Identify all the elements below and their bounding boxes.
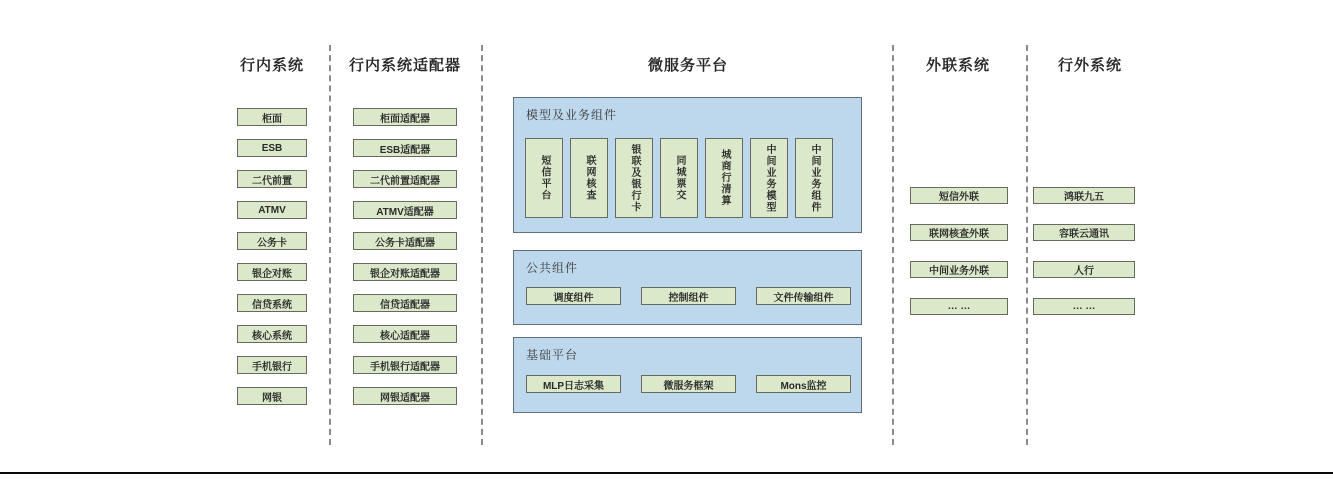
common-component-box: 调度组件 bbox=[526, 287, 621, 305]
external-systems-column bbox=[1033, 187, 1135, 315]
external-box: 人行 bbox=[1033, 261, 1135, 278]
adapter-box: 信贷适配器 bbox=[353, 294, 457, 312]
column-header-platform: 微服务平台 bbox=[647, 57, 728, 74]
column-divider bbox=[892, 45, 894, 445]
panel-title: 基础平台 bbox=[526, 348, 579, 362]
adapter-box: 银企对账适配器 bbox=[353, 263, 457, 281]
internal-system-box: 二代前置 bbox=[237, 170, 307, 188]
column-divider bbox=[481, 45, 483, 445]
common-component-box: 文件传输组件 bbox=[756, 287, 851, 305]
model-component-box: 短信平台 bbox=[525, 138, 563, 218]
internal-system-box: ESB bbox=[237, 139, 307, 157]
outbound-box: … … bbox=[910, 298, 1008, 315]
adapter-box: ATMV适配器 bbox=[353, 201, 457, 219]
adapter-box: ESB适配器 bbox=[353, 139, 457, 157]
panel-common-components bbox=[513, 250, 862, 325]
internal-system-box: 柜面 bbox=[237, 108, 307, 126]
model-component-box: 城商行清算 bbox=[705, 138, 743, 218]
bottom-rule bbox=[0, 472, 1333, 474]
outbound-box: 联网核查外联 bbox=[910, 224, 1008, 241]
internal-system-box: 银企对账 bbox=[237, 263, 307, 281]
model-component-box: 联网核查 bbox=[570, 138, 608, 218]
model-components-row bbox=[525, 138, 833, 218]
panel-title: 模型及业务组件 bbox=[526, 108, 618, 122]
panel-title: 公共组件 bbox=[526, 261, 579, 275]
adapter-box: 公务卡适配器 bbox=[353, 232, 457, 250]
panel-base-platform bbox=[513, 337, 862, 413]
model-component-box: 银联及银行卡 bbox=[615, 138, 653, 218]
base-component-box: MLP日志采集 bbox=[526, 375, 621, 393]
internal-system-box: 手机银行 bbox=[237, 356, 307, 374]
adapters-column bbox=[353, 108, 457, 405]
external-box: … … bbox=[1033, 298, 1135, 315]
model-component-box: 中间业务组件 bbox=[795, 138, 833, 218]
internal-system-box: 信贷系统 bbox=[237, 294, 307, 312]
internal-system-box: ATMV bbox=[237, 201, 307, 219]
outbound-systems-column bbox=[910, 187, 1008, 315]
column-divider bbox=[329, 45, 331, 445]
adapter-box: 网银适配器 bbox=[353, 387, 457, 405]
external-box: 鸿联九五 bbox=[1033, 187, 1135, 204]
column-header-adapters: 行内系统适配器 bbox=[348, 57, 461, 74]
column-divider bbox=[1026, 45, 1028, 445]
model-component-box: 中间业务模型 bbox=[750, 138, 788, 218]
outbound-box: 中间业务外联 bbox=[910, 261, 1008, 278]
column-header-external: 行外系统 bbox=[1057, 57, 1122, 74]
model-component-box: 同城票交 bbox=[660, 138, 698, 218]
adapter-box: 二代前置适配器 bbox=[353, 170, 457, 188]
adapter-box: 柜面适配器 bbox=[353, 108, 457, 126]
common-component-box: 控制组件 bbox=[641, 287, 736, 305]
adapter-box: 手机银行适配器 bbox=[353, 356, 457, 374]
common-components-row bbox=[526, 287, 851, 305]
adapter-box: 核心适配器 bbox=[353, 325, 457, 343]
internal-system-box: 公务卡 bbox=[237, 232, 307, 250]
internal-systems-column bbox=[237, 108, 307, 405]
internal-system-box: 核心系统 bbox=[237, 325, 307, 343]
outbound-box: 短信外联 bbox=[910, 187, 1008, 204]
internal-system-box: 网银 bbox=[237, 387, 307, 405]
base-component-box: 微服务框架 bbox=[641, 375, 736, 393]
panel-model-components bbox=[513, 97, 862, 233]
column-header-internal: 行内系统 bbox=[239, 57, 304, 74]
column-header-outbound: 外联系统 bbox=[925, 57, 990, 74]
base-platform-row bbox=[526, 375, 851, 393]
external-box: 容联云通讯 bbox=[1033, 224, 1135, 241]
base-component-box: Mons监控 bbox=[756, 375, 851, 393]
